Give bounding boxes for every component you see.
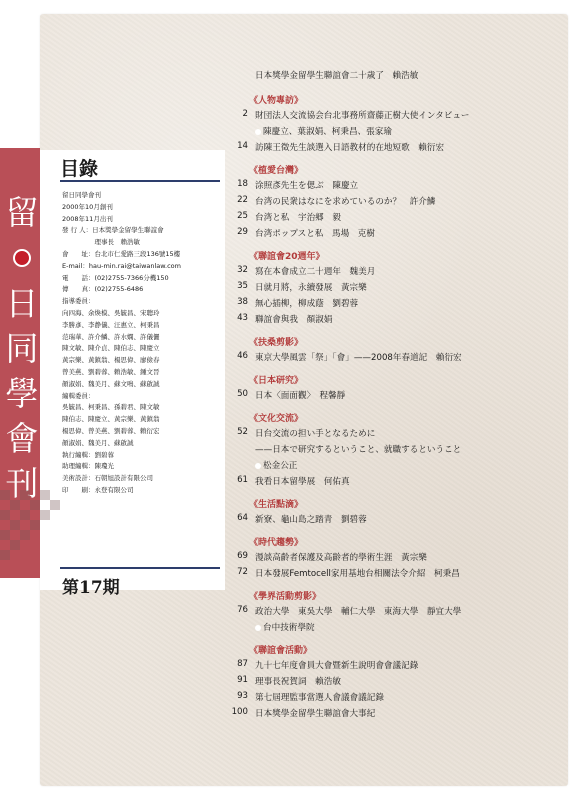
entry-title xyxy=(255,567,460,579)
entry-title xyxy=(255,605,461,617)
entry-title xyxy=(255,675,341,687)
page-number: 18 xyxy=(237,179,248,189)
entry-title xyxy=(255,265,375,277)
entry-title xyxy=(255,551,427,563)
issue-rule xyxy=(60,567,220,569)
entry-title xyxy=(255,707,375,719)
entry-text: 政治大學 東吳大學 輔仁大學 東海大學 靜宜大學 xyxy=(255,607,462,617)
section-title: 《人物專訪》 xyxy=(249,96,304,106)
colophon-line: 傳 真：(02)2755-6486 xyxy=(62,285,144,294)
entry-text: 日本獎學金留學生聯誼會大事紀 xyxy=(255,709,376,719)
title-char: 刊 xyxy=(5,464,39,503)
entry-title xyxy=(255,389,345,401)
colophon-line: 楊思偉、曾美燕、劉碧蓉、賴衍宏 xyxy=(62,426,160,435)
entry-text: 松金公正 xyxy=(263,461,298,471)
section-title: 《時代趨勢》 xyxy=(249,538,304,548)
entry-title xyxy=(255,621,315,633)
entry-title xyxy=(255,211,341,223)
colophon-line: 美術設計：石朝旭設計有限公司 xyxy=(62,474,153,483)
section-title: 《聯誼會活動》 xyxy=(249,646,313,656)
entry-text: 訪陳王徵先生談選入日語教材的在地短歌 賴衍宏 xyxy=(255,143,445,153)
entry-title xyxy=(255,513,367,525)
entry-text: 財団法人交流協会台北事務所齋藤正樹大使インタビュー xyxy=(255,111,470,121)
entry-text: 九十七年度會員大會暨新生說明會會議記錄 xyxy=(255,661,419,671)
entry-text: 漫談高齡者保護及高齡者的學術生涯 黃宗樂 xyxy=(255,553,427,563)
page-number: 14 xyxy=(237,141,248,151)
entry-text: 涂照彥先生を偲ぶ 陳慶立 xyxy=(255,181,359,191)
colophon-line: 黃宗樂、黃鎮翁、楊思偉、廖儉春 xyxy=(62,356,160,365)
page-number: 76 xyxy=(237,605,248,615)
heading-rule xyxy=(60,180,220,182)
entry-title xyxy=(255,125,392,137)
entry-title xyxy=(255,281,367,293)
colophon-line: 曾美燕、劉碧蓉、賴浩敏、鍾文晉 xyxy=(62,367,160,376)
colophon-line: 印 刷：永登有限公司 xyxy=(62,485,134,494)
entry-text: 日就月將，永續發展 黃宗樂 xyxy=(255,283,367,293)
page-number: 100 xyxy=(231,707,248,717)
colophon xyxy=(62,190,224,497)
entry-text: 寫在本會成立二十週年 魏美月 xyxy=(255,267,376,277)
title-char: 同 xyxy=(5,329,39,368)
colophon-line: 顏淑娟、魏美月、蘇啟誠 xyxy=(62,438,134,447)
entry-text: 東京大學風雲「祭」「會」——2008年春道記 賴衍宏 xyxy=(255,353,462,363)
colophon-line: 留日同學會刊 xyxy=(62,191,101,199)
entry-text: ——日本で研究するということ、就職するということ xyxy=(255,445,462,455)
page-number: 46 xyxy=(237,351,248,361)
entry-text: 無心插柳，柳成蔭 劉碧蓉 xyxy=(255,299,359,309)
bullet-icon xyxy=(255,129,261,135)
entry-title xyxy=(255,691,384,703)
entry-text: 台湾ポップスと私 馬場 克樹 xyxy=(255,229,375,239)
section-title: 《植愛台灣》 xyxy=(249,166,304,176)
colophon-line: 2008年11月出刊 xyxy=(62,214,113,223)
colophon-line: 李勝彥、李静儀、汪惠立、柯秉昌 xyxy=(62,320,160,329)
section-title: 《文化交流》 xyxy=(249,414,304,424)
checker-pattern xyxy=(0,490,60,580)
entry-text: 台中技術學院 xyxy=(263,623,315,633)
colophon-line: 執行編輯：劉碧蓉 xyxy=(62,450,114,459)
colophon-line: 陳伯志、陳慶立、黃宗樂、黃鎮翁 xyxy=(62,415,160,424)
title-char: 學 xyxy=(5,374,39,413)
colophon-line: 陳文敏、陳介貞、陳伯志、陳慶立 xyxy=(62,344,160,353)
entry-text: 台湾と私 宇治郷 毅 xyxy=(255,213,341,223)
entry-title xyxy=(255,179,358,191)
page-number: 32 xyxy=(237,265,248,275)
page-number: 93 xyxy=(237,691,248,701)
page-number: 2 xyxy=(242,109,248,119)
entry-text: 我看日本留學展 何佑真 xyxy=(255,477,350,487)
entry-text: 陳慶立、葉淑娟、柯秉昌、張家瑜 xyxy=(263,127,392,137)
colophon-line: 向四海、余煥模、吳毓昌、宋聰玲 xyxy=(62,308,160,317)
entry-title xyxy=(255,109,470,121)
colophon-line: 助理編輯：陳瓊光 xyxy=(62,462,114,471)
section-title: 《扶桑剪影》 xyxy=(249,338,304,348)
page-number: 22 xyxy=(237,195,248,205)
entry-title xyxy=(255,351,462,363)
entry-title xyxy=(255,459,297,471)
entry-title xyxy=(255,443,461,455)
colophon-line: 理事長 賴浩敏 xyxy=(62,238,140,247)
entry-title xyxy=(255,313,332,325)
entry-title xyxy=(255,427,375,439)
entry-title xyxy=(255,475,350,487)
page-number: 50 xyxy=(237,389,248,399)
page-number: 38 xyxy=(237,297,248,307)
section-title: 《學界活動剪影》 xyxy=(249,592,322,602)
bullet-icon xyxy=(255,625,261,631)
colophon-line: 發 行 人：日本獎學金留學生聯誼會 xyxy=(62,226,164,235)
entry-title xyxy=(255,141,444,153)
colophon-line: 編輯委員： xyxy=(62,391,95,400)
bullet-icon xyxy=(255,463,261,469)
entry-text: 第七屆理監事當選人會議會議記錄 xyxy=(255,693,384,703)
page-number: 25 xyxy=(237,211,248,221)
toc-heading: 目錄 xyxy=(60,158,99,180)
section-title: 《生活點滴》 xyxy=(249,500,304,510)
page-number: 87 xyxy=(237,659,248,669)
entry-text: 聯誼會與我 顏淑娟 xyxy=(255,315,333,325)
entry-text: 日台交流の担い手となるために xyxy=(255,429,376,439)
section-title: 《日本研究》 xyxy=(249,376,304,386)
entry-title xyxy=(255,297,358,309)
title-char: 會 xyxy=(5,419,39,458)
page-number: 69 xyxy=(237,551,248,561)
entry-title xyxy=(255,659,418,671)
colophon-line: 指導委員： xyxy=(62,297,95,306)
red-dot-icon xyxy=(13,249,31,267)
section-title: 《聯誼會20週年》 xyxy=(249,252,325,262)
page-number: 29 xyxy=(237,227,248,237)
colophon-line: 顏淑娟、魏美月、蘇文鳴、蘇啟誠 xyxy=(62,379,160,388)
colophon-line: 吳毓昌、柯秉昌、孫碧君、陳文敏 xyxy=(62,403,160,412)
colophon-line: 電 話：(02)2755-7366分機150 xyxy=(62,273,169,282)
colophon-line: 2000年10月創刊 xyxy=(62,202,113,211)
page-number: 61 xyxy=(237,475,248,485)
page-number: 64 xyxy=(237,513,248,523)
colophon-line: 會 址：台北市仁愛路三段136號15樓 xyxy=(62,249,181,258)
title-char: 留 xyxy=(5,193,39,232)
title-char: 日 xyxy=(5,284,39,323)
issue-number: 第17期 xyxy=(62,578,120,598)
page-number: 72 xyxy=(237,567,248,577)
entry-text: 日本獎學金留學生聯誼會二十歳了 賴浩敏 xyxy=(255,71,419,81)
colophon-line: 范瑞華、許介鱗、許水嫻、許儀儷 xyxy=(62,332,160,341)
page-number: 52 xyxy=(237,427,248,437)
page-number: 35 xyxy=(237,281,248,291)
colophon-line: E-mail：hau-min.rai@taiwanlaw.com xyxy=(62,261,181,270)
entry-text: 日本發展Femtocell家用基地台相關法令介紹 柯秉昌 xyxy=(255,569,460,579)
entry-text: 台湾の民衆はなにを求めているのか？ 許介鱗 xyxy=(255,197,436,207)
entry-title xyxy=(255,227,375,239)
entry-text: 理事長祝賀詞 賴浩敏 xyxy=(255,677,341,687)
entry-text: 新寮、龜山島之踏青 劉碧蓉 xyxy=(255,515,367,525)
page-number: 91 xyxy=(237,675,248,685)
entry-text: 日本〈面面觀〉 程馨靜 xyxy=(255,391,346,401)
vertical-magazine-title xyxy=(4,190,40,506)
entry-title xyxy=(255,69,418,81)
entry-title xyxy=(255,195,435,207)
page-number: 43 xyxy=(237,313,248,323)
